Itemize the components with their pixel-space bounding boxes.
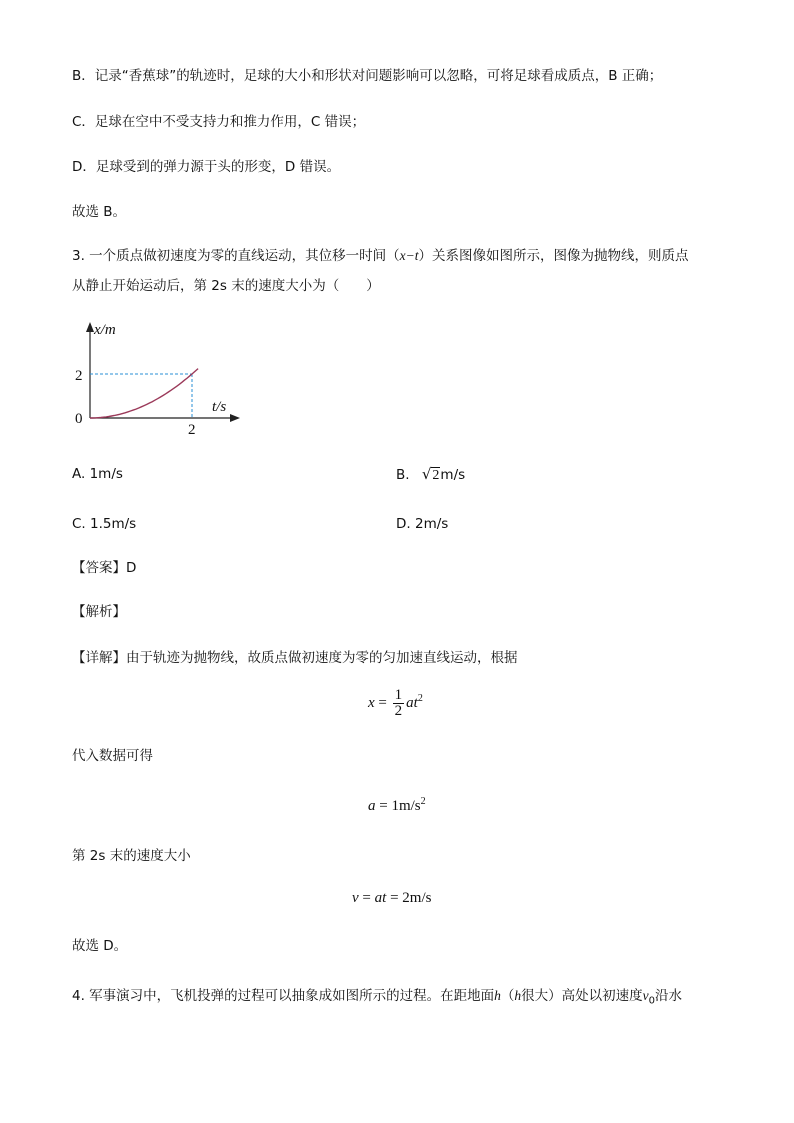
option-b-prefix: B.	[396, 467, 410, 483]
x-tick-label: 2	[188, 422, 196, 438]
parabola-curve	[90, 369, 198, 418]
eq3-lhs: v	[352, 890, 359, 906]
question-4-stem	[72, 986, 682, 1012]
answer-value: D	[126, 560, 137, 576]
q4-stem-part-a: 4. 军事演习中，飞机投弹的过程可以抽象成如图所示的过程。在距地面	[72, 988, 495, 1004]
q4-var-v: v	[642, 988, 649, 1003]
eq1-numerator: 1	[394, 687, 403, 703]
sqrt-expression	[422, 464, 441, 486]
q4-paren-open: （	[500, 988, 515, 1004]
eq1-fraction	[393, 688, 405, 719]
detail-line	[72, 648, 518, 668]
equation-velocity	[352, 890, 431, 907]
question-3-stem-line2: 从静止开始运动后，第 2s 末的速度大小为（ ）	[72, 278, 380, 294]
eq1-rhs: at	[406, 694, 418, 711]
option-b	[396, 464, 465, 486]
q4-paren-rest: 很大）高处以初速度	[521, 988, 643, 1004]
option-d: D. 2m/s	[396, 516, 449, 532]
eq1-exponent: 2	[417, 692, 423, 704]
answer-label: 【答案】	[72, 560, 126, 576]
y-tick-label: 2	[75, 368, 83, 384]
equation-acceleration	[368, 796, 426, 815]
detail-text: 由于轨迹为抛物线，故质点做初速度为零的匀加速直线运动，根据	[126, 650, 518, 666]
option-c: C. 1.5m/s	[72, 516, 137, 532]
eq1-lhs: x	[368, 694, 375, 711]
solution-line-b: B．记录“香蕉球”的轨迹时，足球的大小和形状对问题影响可以忽略，可将足球看成质点，B 正确；	[72, 68, 663, 84]
q3-stem-variable: x−t	[399, 248, 419, 263]
q4-subscript-0: 0	[648, 995, 656, 1007]
substitute-text: 代入数据可得	[72, 748, 153, 764]
question-3-stem	[72, 246, 689, 266]
eq3-middle: at	[374, 890, 387, 906]
xt-graph	[70, 318, 250, 438]
x-axis-arrow-icon	[230, 414, 240, 422]
x-axis-label: t/s	[212, 399, 227, 415]
eq3-value: 2m/s	[402, 890, 432, 906]
y-axis-label: x/m	[94, 322, 116, 338]
eq1-denominator: 2	[394, 703, 403, 719]
equation-displacement	[368, 688, 423, 719]
solution-line-d: D．足球受到的弹力源于头的形变，D 错误。	[72, 159, 341, 175]
q3-stem-part-b: ）关系图像如图所示，图像为抛物线，则质点	[418, 248, 689, 264]
q4-var-h: h	[494, 988, 501, 1003]
q4-stem-end: 沿水	[655, 988, 683, 1004]
eq2-equals: =	[375, 798, 392, 814]
eq2-exponent: 2	[420, 796, 426, 807]
analysis-label: 【解析】	[72, 604, 126, 620]
sqrt-radicand: 2	[432, 468, 440, 483]
sqrt-icon: √	[421, 465, 432, 483]
q3-conclusion: 故选 D。	[72, 938, 128, 954]
speed-text: 第 2s 末的速度大小	[72, 848, 191, 864]
solution-line-c: C．足球在空中不受支持力和推力作用，C 错误；	[72, 114, 366, 130]
y-axis-arrow-icon	[86, 322, 94, 332]
option-b-unit: m/s	[440, 467, 466, 483]
detail-label: 【详解】	[72, 650, 126, 666]
eq2-lhs: a	[368, 798, 376, 814]
q3-stem-part-a: 3. 一个质点做初速度为零的直线运动，其位移一时间（	[72, 248, 400, 264]
eq2-value: 1m/s	[391, 798, 421, 814]
answer-line	[72, 558, 136, 578]
solution-conclusion: 故选 B。	[72, 204, 127, 220]
eq3-equals-2: =	[386, 890, 403, 906]
q4-var-h-2: h	[514, 988, 522, 1003]
eq3-equals-1: =	[358, 890, 375, 906]
eq1-equals: =	[374, 694, 391, 711]
option-a: A. 1m/s	[72, 466, 123, 482]
origin-label: 0	[75, 411, 83, 427]
